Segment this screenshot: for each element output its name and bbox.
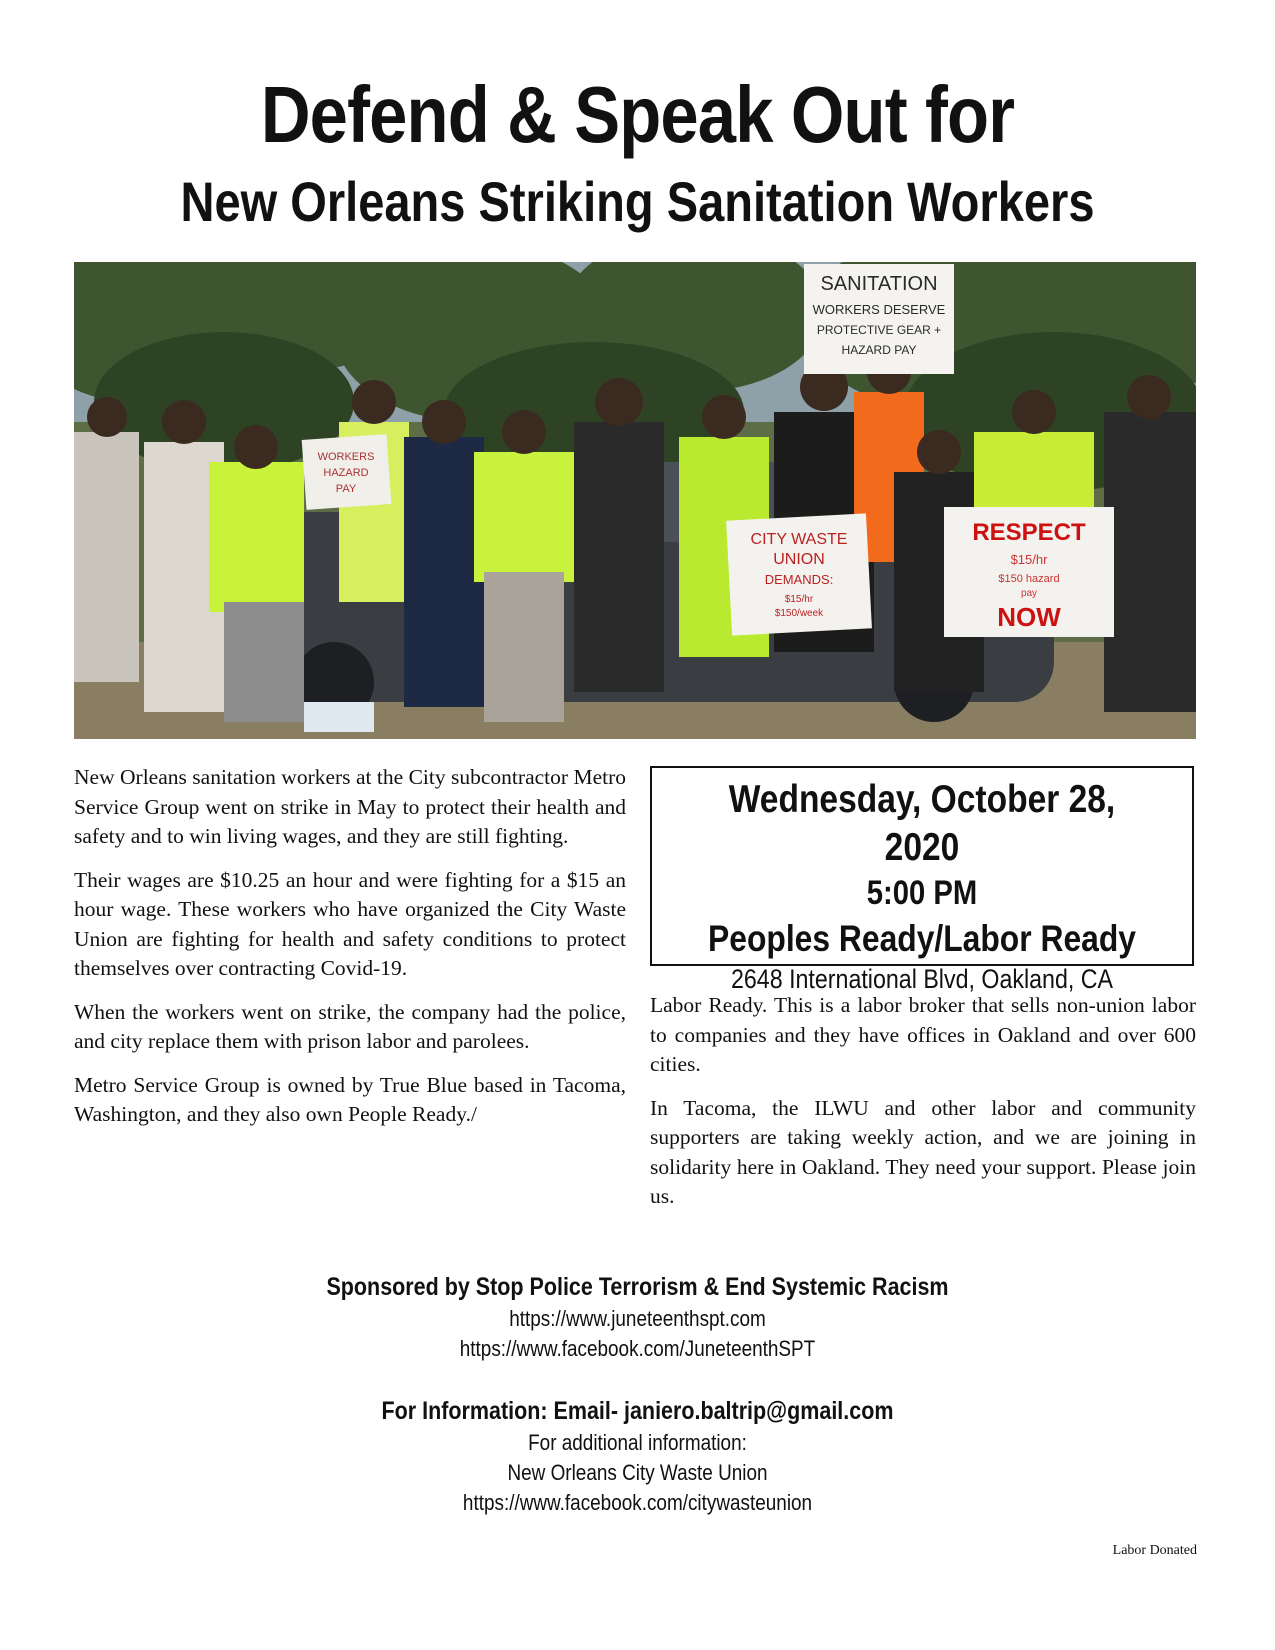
sign-right-line2: $15/hr bbox=[1010, 552, 1048, 567]
link-facebook-citywasteunion[interactable]: https://www.facebook.com/citywasteunion bbox=[462, 1490, 813, 1515]
labor-donated-note: Labor Donated bbox=[1112, 1543, 1197, 1558]
event-time: 5:00 PM bbox=[866, 874, 978, 912]
paragraph-strike: New Orleans sanitation workers at the City subcontractor Metro Service Group went on strike in May to protect their health and safety and to win living wages, and they are still fighting. bbox=[74, 765, 626, 848]
sign-middle-line3: DEMANDS: bbox=[764, 572, 834, 587]
sign-left-line3: PAY bbox=[335, 483, 357, 495]
paragraph-replacement: When the workers went on strike, the company had the police, and city replace them with prison labor and parolees. bbox=[74, 999, 626, 1053]
info-email-line: For Information: Email- janiero.baltrip@gmail.com bbox=[381, 1397, 894, 1425]
event-venue: Peoples Ready/Labor Ready bbox=[708, 918, 1136, 959]
sign-right-line1: RESPECT bbox=[972, 519, 1086, 546]
paragraph-wages: Their wages are $10.25 an hour and were fighting for a $15 an hour wage. These workers who have organized the City Waste Union are fighting for health and safety conditions to protect themselves over contracting Covid-19. bbox=[74, 867, 626, 980]
sign-top-line2: WORKERS DESERVE bbox=[812, 302, 946, 317]
union-name: New Orleans City Waste Union bbox=[507, 1460, 768, 1485]
body-right-column bbox=[650, 991, 1196, 1226]
sign-middle-line2: UNION bbox=[773, 551, 825, 568]
sign-middle-line4: $15/hr bbox=[784, 594, 814, 605]
footer bbox=[0, 1270, 1275, 1518]
sign-right-line3: $150 hazard bbox=[998, 573, 1060, 585]
sign-middle-line1: CITY WASTE bbox=[750, 531, 848, 548]
paragraph-tacoma: In Tacoma, the ILWU and other labor and community supporters are taking weekly action, and we are joining in solidarity here in Oakland. They need your support. Please join us. bbox=[650, 1095, 1196, 1208]
sign-middle-line5: $150/week bbox=[774, 608, 824, 619]
event-address: 2648 International Blvd, Oakland, CA bbox=[730, 964, 1114, 994]
sign-right-line4: pay bbox=[1020, 588, 1038, 599]
sign-top-line4: HAZARD PAY bbox=[841, 343, 917, 357]
strike-photo bbox=[74, 262, 1196, 739]
link-juneteenth[interactable]: https://www.juneteenthspt.com bbox=[509, 1306, 766, 1331]
additional-info-label: For additional information: bbox=[528, 1430, 747, 1455]
sign-right-line5: NOW bbox=[997, 602, 1061, 632]
event-date: Wednesday, October 28, 2020 bbox=[728, 778, 1116, 869]
page-subtitle: New Orleans Striking Sanitation Workers bbox=[180, 170, 1095, 233]
sign-left-line2: HAZARD bbox=[323, 467, 369, 479]
body-left-column bbox=[74, 763, 626, 1144]
sponsor-line: Sponsored by Stop Police Terrorism & End Systemic Racism bbox=[326, 1273, 949, 1301]
sign-top-line1: SANITATION bbox=[820, 273, 938, 295]
sign-top-line3: PROTECTIVE GEAR + bbox=[816, 323, 942, 337]
paragraph-labor-ready: Labor Ready. This is a labor broker that sells non-union labor to companies and they have offices in Oakland and over 600 cities. bbox=[650, 993, 1196, 1076]
link-facebook-juneteenth[interactable]: https://www.facebook.com/JuneteenthSPT bbox=[459, 1336, 816, 1361]
sign-left-line1: WORKERS bbox=[317, 451, 375, 463]
paragraph-ownership: Metro Service Group is owned by True Blue based in Tacoma, Washington, and they also own People Ready./ bbox=[74, 1072, 626, 1126]
event-details-box bbox=[650, 766, 1194, 994]
page-title: Defend & Speak Out for bbox=[260, 70, 1015, 159]
